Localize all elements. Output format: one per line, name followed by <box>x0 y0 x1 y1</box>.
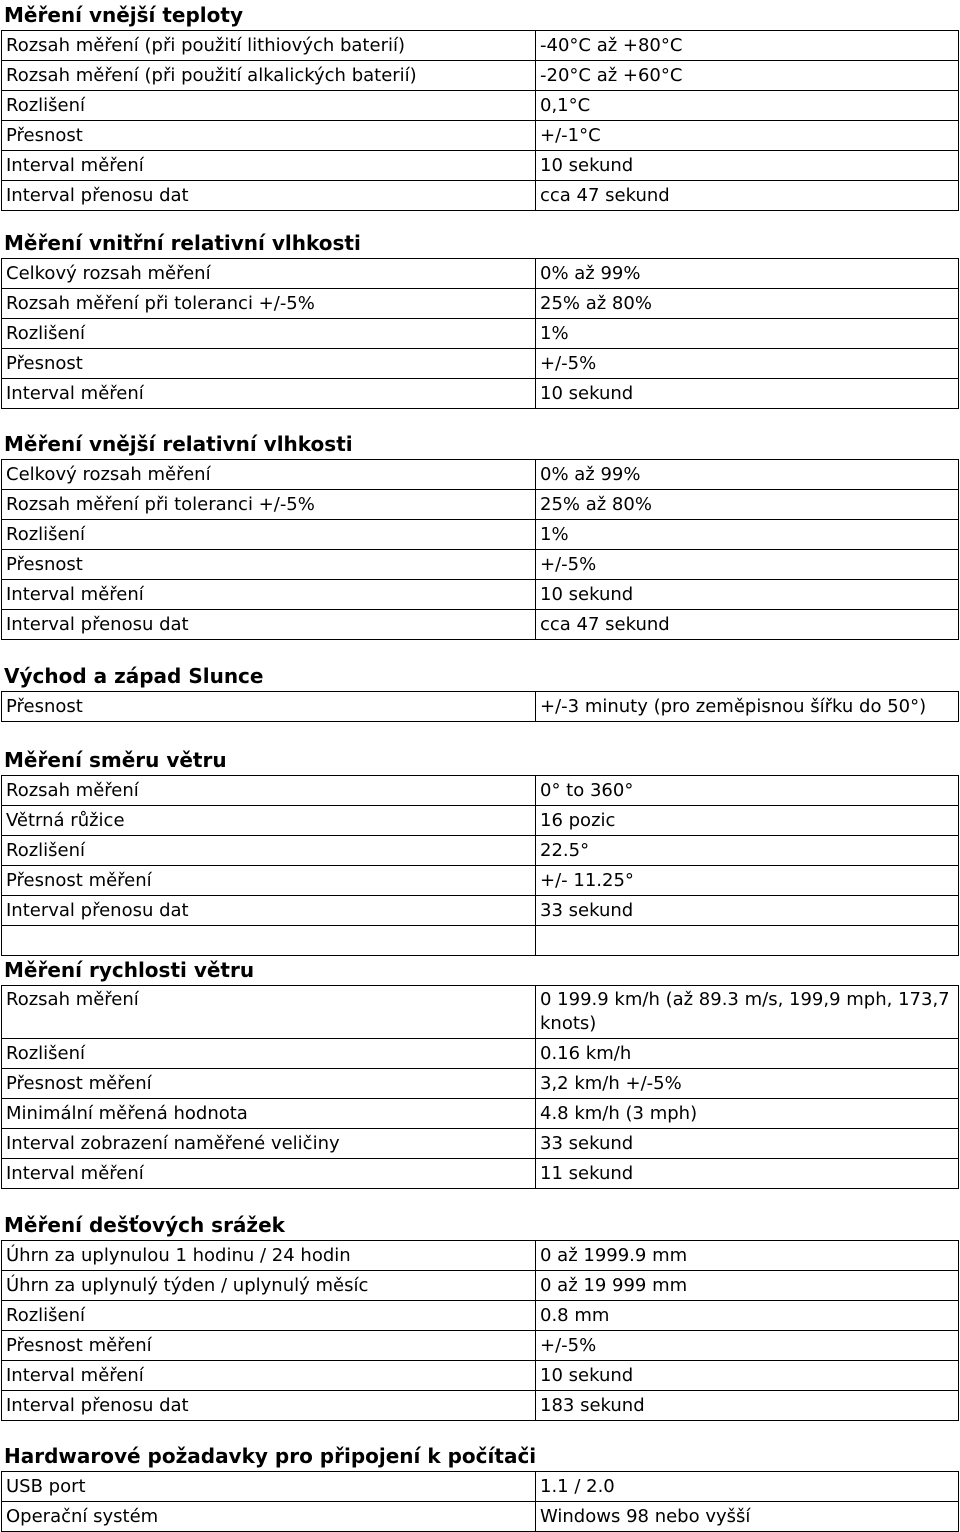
spec-value: 0.8 mm <box>536 1301 959 1331</box>
table-row <box>2 610 959 640</box>
table-row <box>2 520 959 550</box>
section-outdoor-humidity <box>0 429 960 640</box>
table-row <box>2 91 959 121</box>
section-heading: Měření rychlosti větru <box>4 958 255 982</box>
spec-value: 4.8 km/h (3 mph) <box>536 1099 959 1129</box>
spec-table <box>1 30 959 211</box>
spec-table <box>1 775 959 956</box>
table-row <box>2 1361 959 1391</box>
section-hardware-requirements <box>0 1441 960 1532</box>
spec-label: Rozlišení <box>2 1301 536 1331</box>
table-row <box>2 319 959 349</box>
table-row <box>2 776 959 806</box>
spec-label: Přesnost měření <box>2 1069 536 1099</box>
spec-label: Interval přenosu dat <box>2 610 536 640</box>
spec-value: -20°C až +60°C <box>536 61 959 91</box>
spec-value: 10 sekund <box>536 379 959 409</box>
table-row <box>2 896 959 926</box>
table-row <box>2 121 959 151</box>
spec-label: Interval měření <box>2 379 536 409</box>
spec-label: Minimální měřená hodnota <box>2 1099 536 1129</box>
spec-label: Celkový rozsah měření <box>2 259 536 289</box>
spec-value: 11 sekund <box>536 1159 959 1189</box>
spec-value <box>536 926 959 956</box>
spec-label: Interval měření <box>2 1361 536 1391</box>
spec-value: 1% <box>536 520 959 550</box>
table-row <box>2 1129 959 1159</box>
table-row <box>2 1502 959 1532</box>
section-heading: Měření dešťových srážek <box>4 1213 285 1237</box>
spec-table <box>1 1471 959 1532</box>
section-heading: Měření vnější relativní vlhkosti <box>4 432 353 456</box>
table-row <box>2 1472 959 1502</box>
spec-label: Interval přenosu dat <box>2 181 536 211</box>
table-row <box>2 986 959 1039</box>
spec-value: 0° to 360° <box>536 776 959 806</box>
spec-label: Přesnost <box>2 121 536 151</box>
table-row <box>2 61 959 91</box>
table-row <box>2 349 959 379</box>
spec-value: -40°C až +80°C <box>536 31 959 61</box>
spec-value: 10 sekund <box>536 151 959 181</box>
spec-label: Interval měření <box>2 151 536 181</box>
section-indoor-humidity <box>0 228 960 409</box>
section-wind-direction <box>0 745 960 956</box>
section-sunrise-sunset <box>0 661 960 722</box>
spec-label: Rozsah měření <box>2 986 536 1039</box>
spec-value: Windows 98 nebo vyšší <box>536 1502 959 1532</box>
spec-label: Rozlišení <box>2 319 536 349</box>
spec-value: 0% až 99% <box>536 259 959 289</box>
table-row <box>2 926 959 956</box>
spec-label: Interval přenosu dat <box>2 1391 536 1421</box>
spec-label: Rozlišení <box>2 91 536 121</box>
section-heading: Měření vnitřní relativní vlhkosti <box>4 231 361 255</box>
table-row <box>2 836 959 866</box>
spec-value: 3,2 km/h +/-5% <box>536 1069 959 1099</box>
spec-value: +/-1°C <box>536 121 959 151</box>
spec-value: 0,1°C <box>536 91 959 121</box>
spec-value: 10 sekund <box>536 580 959 610</box>
section-heading: Měření směru větru <box>4 748 227 772</box>
spec-label: Rozsah měření při toleranci +/-5% <box>2 490 536 520</box>
table-row <box>2 490 959 520</box>
table-row <box>2 1391 959 1421</box>
spec-label: Přesnost měření <box>2 1331 536 1361</box>
section-heading: Hardwarové požadavky pro připojení k počítači <box>4 1444 537 1468</box>
spec-label: Interval přenosu dat <box>2 896 536 926</box>
table-row <box>2 1331 959 1361</box>
section-heading: Měření vnější teploty <box>4 3 244 27</box>
table-row <box>2 379 959 409</box>
spec-value: 0.16 km/h <box>536 1039 959 1069</box>
spec-value: 183 sekund <box>536 1391 959 1421</box>
table-row <box>2 580 959 610</box>
spec-value: cca 47 sekund <box>536 610 959 640</box>
table-row <box>2 1301 959 1331</box>
spec-value: 16 pozic <box>536 806 959 836</box>
spec-label: Rozsah měření (při použití alkalických baterií) <box>2 61 536 91</box>
table-row <box>2 181 959 211</box>
spec-label: Přesnost měření <box>2 866 536 896</box>
spec-label: Celkový rozsah měření <box>2 460 536 490</box>
spec-label: USB port <box>2 1472 536 1502</box>
spec-value: 33 sekund <box>536 1129 959 1159</box>
spec-value: 25% až 80% <box>536 289 959 319</box>
spec-value: 22.5° <box>536 836 959 866</box>
spec-value: 0 až 1999.9 mm <box>536 1241 959 1271</box>
spec-value: +/-5% <box>536 1331 959 1361</box>
spec-label: Rozsah měření <box>2 776 536 806</box>
section-wind-speed <box>0 955 960 1189</box>
spec-table <box>1 691 959 722</box>
spec-table <box>1 1240 959 1421</box>
table-row <box>2 31 959 61</box>
spec-value: 0 až 19 999 mm <box>536 1271 959 1301</box>
table-row <box>2 550 959 580</box>
spec-value: +/- 11.25° <box>536 866 959 896</box>
spec-label: Úhrn za uplynulý týden / uplynulý měsíc <box>2 1271 536 1301</box>
spec-label: Rozsah měření (při použití lithiových baterií) <box>2 31 536 61</box>
spec-label: Rozlišení <box>2 836 536 866</box>
spec-table <box>1 985 959 1189</box>
spec-value: +/-5% <box>536 349 959 379</box>
table-row <box>2 259 959 289</box>
table-row <box>2 151 959 181</box>
spec-value: 1.1 / 2.0 <box>536 1472 959 1502</box>
spec-label: Větrná růžice <box>2 806 536 836</box>
table-row <box>2 460 959 490</box>
section-outdoor-temperature <box>0 0 960 211</box>
spec-value: 1% <box>536 319 959 349</box>
spec-value: 0% až 99% <box>536 460 959 490</box>
section-rainfall <box>0 1210 960 1421</box>
table-row <box>2 1271 959 1301</box>
spec-label: Interval zobrazení naměřené veličiny <box>2 1129 536 1159</box>
table-row <box>2 1159 959 1189</box>
spec-label: Rozsah měření při toleranci +/-5% <box>2 289 536 319</box>
table-row <box>2 866 959 896</box>
spec-table <box>1 459 959 640</box>
table-row <box>2 289 959 319</box>
spec-value: +/-5% <box>536 550 959 580</box>
spec-label <box>2 926 536 956</box>
spec-value: 25% až 80% <box>536 490 959 520</box>
spec-label: Úhrn za uplynulou 1 hodinu / 24 hodin <box>2 1241 536 1271</box>
table-row <box>2 806 959 836</box>
spec-value: cca 47 sekund <box>536 181 959 211</box>
spec-label: Přesnost <box>2 692 536 722</box>
spec-label: Operační systém <box>2 1502 536 1532</box>
spec-label: Rozlišení <box>2 520 536 550</box>
spec-value: 10 sekund <box>536 1361 959 1391</box>
spec-table <box>1 258 959 409</box>
spec-value: 0 199.9 km/h (až 89.3 m/s, 199,9 mph, 173,7 knots) <box>536 986 959 1039</box>
spec-label: Přesnost <box>2 349 536 379</box>
spec-label: Rozlišení <box>2 1039 536 1069</box>
section-heading: Východ a západ Slunce <box>4 664 264 688</box>
table-row <box>2 1069 959 1099</box>
table-row <box>2 1099 959 1129</box>
spec-value: 33 sekund <box>536 896 959 926</box>
table-row <box>2 692 959 722</box>
spec-value: +/-3 minuty (pro zeměpisnou šířku do 50°) <box>536 692 959 722</box>
spec-label: Interval měření <box>2 580 536 610</box>
table-row <box>2 1241 959 1271</box>
table-row <box>2 1039 959 1069</box>
spec-label: Přesnost <box>2 550 536 580</box>
spec-label: Interval měření <box>2 1159 536 1189</box>
